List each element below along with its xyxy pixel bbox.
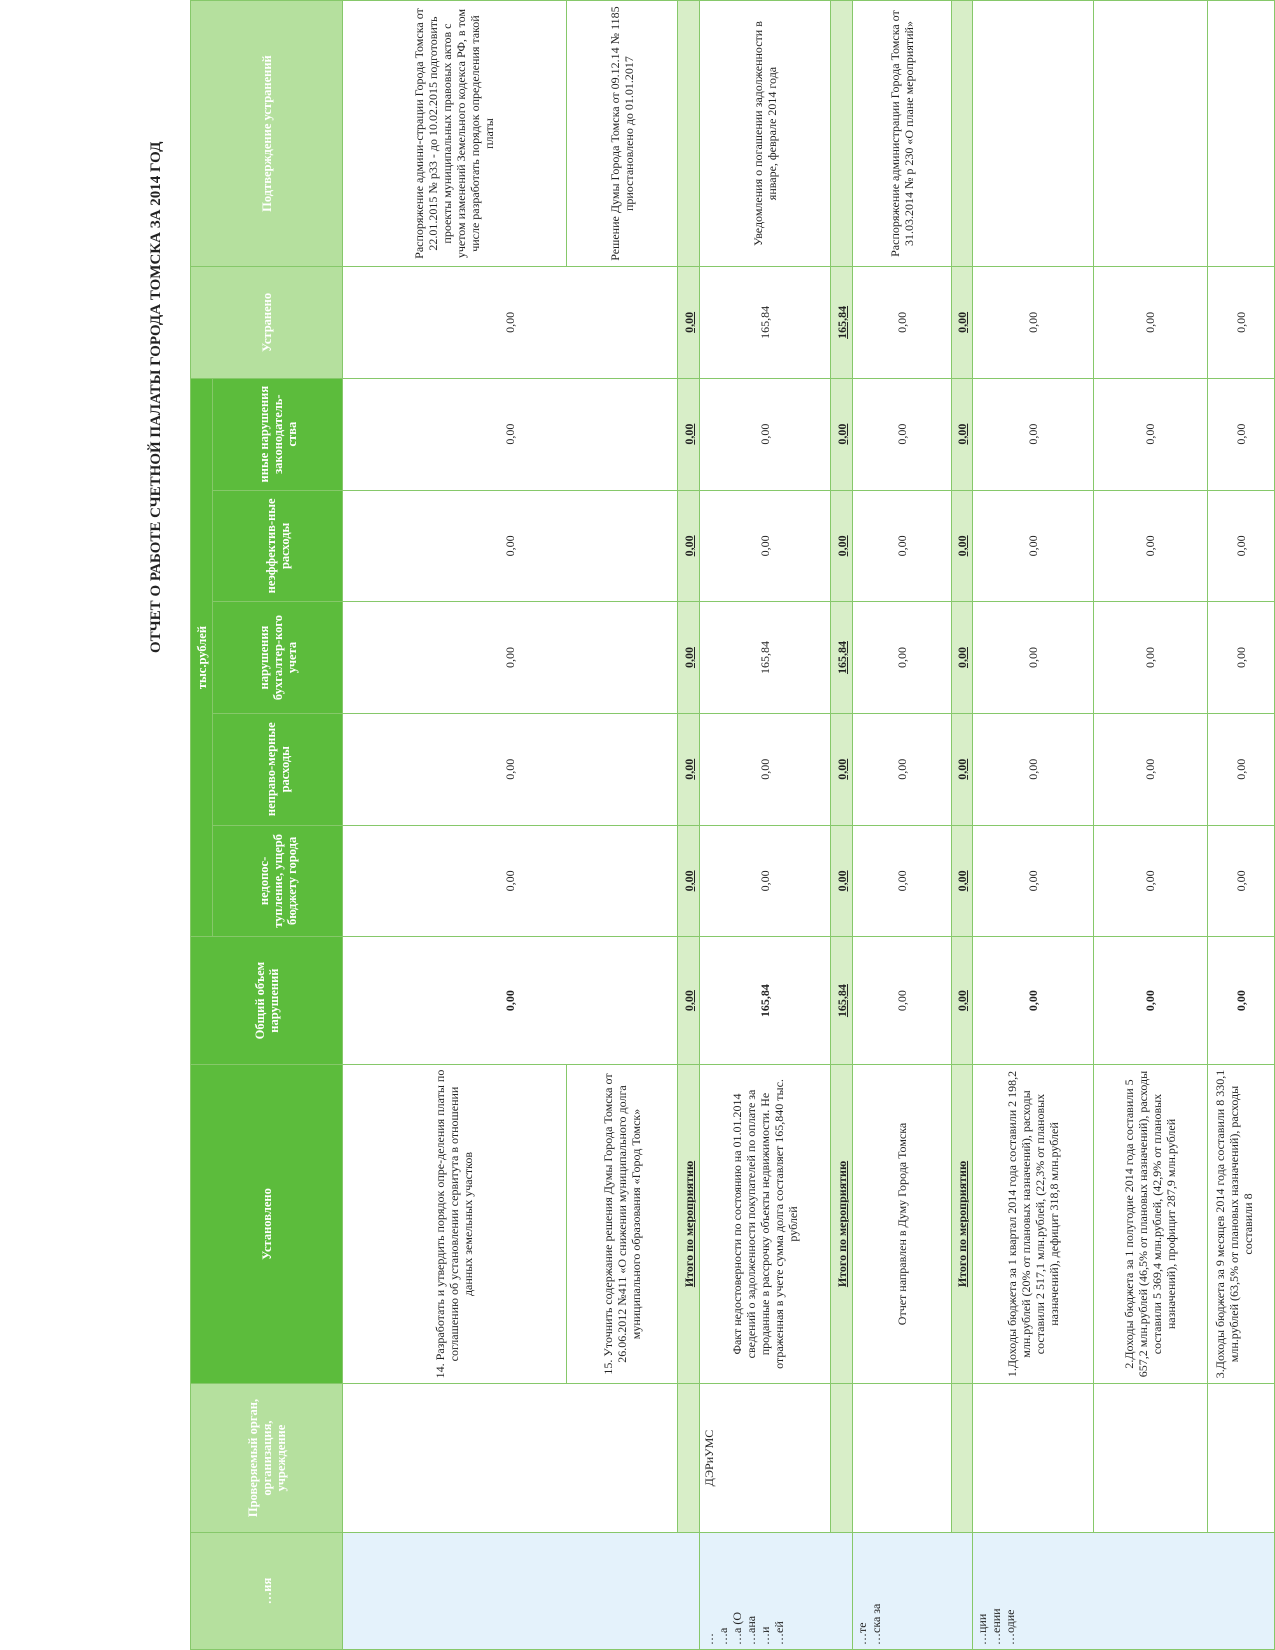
accounting-cell: 0,00 xyxy=(1093,602,1208,714)
table-row xyxy=(973,1,1093,1650)
improper-cell: 0,00 xyxy=(700,713,831,825)
other-cell: 0,00 xyxy=(1093,378,1208,490)
established-cell: 2.Доходы бюджета за 1 полугодие 2014 года составили 5 657,2 млн.рублей (46,5% от плановых назначений), расходы составили 5 369,4 млн.рублей, (42,9% от плановых назначений), профицит 287,9 млн.рублей xyxy=(1093,1064,1208,1383)
other-cell: 0,00 xyxy=(853,378,951,490)
confirm-cell: Уведомления о погашении задолженности в январе, феврале 2014 года xyxy=(700,1,831,267)
org-cell xyxy=(1208,1384,1275,1533)
header-established: Установлено xyxy=(191,1064,343,1383)
improper-cell: 0,00 xyxy=(951,713,973,825)
accounting-cell: 0,00 xyxy=(343,602,678,714)
org-cell: ДЭРиУМС xyxy=(700,1384,831,1533)
fixed-cell: 165,84 xyxy=(700,267,831,379)
underpay-cell: 0,00 xyxy=(343,825,678,937)
other-cell: 0,00 xyxy=(951,378,973,490)
header-confirm: Подтверждение устранений xyxy=(191,1,343,267)
org-cell xyxy=(951,1384,973,1533)
underpay-cell: 0,00 xyxy=(700,825,831,937)
ineffective-cell: 0,00 xyxy=(343,490,678,602)
header-ineffective: неэффектив-ные расходы xyxy=(213,490,343,602)
report-table xyxy=(190,0,1275,1650)
org-cell xyxy=(831,1384,853,1533)
accounting-cell: 165,84 xyxy=(700,602,831,714)
confirm-cell xyxy=(1093,1,1208,267)
improper-cell: 0,00 xyxy=(831,713,853,825)
total-label: Итого по мероприятию xyxy=(831,1064,853,1383)
established-cell: Факт недостоверности по состоянию на 01.01.2014 сведений о задолженности покупателей по оплате за проданные в рассрочку объекты недвижимости. Не отраженная в учете сумма долга составляет 165,840 тыс. рублей xyxy=(700,1064,831,1383)
section-cell: …те …ска за xyxy=(853,1532,973,1649)
total-cell: 0,00 xyxy=(343,937,678,1065)
org-cell xyxy=(973,1384,1093,1533)
accounting-cell: 0,00 xyxy=(853,602,951,714)
total-label: Итого по мероприятию xyxy=(678,1064,700,1383)
fixed-cell: 165,84 xyxy=(831,267,853,379)
improper-cell: 0,00 xyxy=(343,713,678,825)
underpay-cell: 0,00 xyxy=(951,825,973,937)
total-cell: 165,84 xyxy=(831,937,853,1065)
total-row xyxy=(678,1,700,1650)
improper-cell: 0,00 xyxy=(1093,713,1208,825)
org-cell xyxy=(1093,1384,1208,1533)
table-row xyxy=(1208,1,1275,1650)
org-cell xyxy=(853,1384,951,1533)
total-cell: 0,00 xyxy=(973,937,1093,1065)
other-cell: 0,00 xyxy=(700,378,831,490)
fixed-cell: 0,00 xyxy=(1208,267,1275,379)
header-total: Общий объем нарушений xyxy=(191,937,343,1065)
header-thousand-rubles: тыс.рублей xyxy=(191,378,213,937)
established-cell: Отчет направлен в Думу Города Томска xyxy=(853,1064,951,1383)
org-cell xyxy=(343,1384,678,1533)
confirm-cell xyxy=(951,1,973,267)
header-underpay: недопос-тупление, ущерб бюджету города xyxy=(213,825,343,937)
underpay-cell: 0,00 xyxy=(831,825,853,937)
fixed-cell: 0,00 xyxy=(678,267,700,379)
header-improper: неправо-мерные расходы xyxy=(213,713,343,825)
underpay-cell: 0,00 xyxy=(678,825,700,937)
ineffective-cell: 0,00 xyxy=(1208,490,1275,602)
accounting-cell: 0,00 xyxy=(973,602,1093,714)
confirm-cell: Решение Думы Города Томска от 09.12.14 № 1185 приостановлено до 01.01.2017 xyxy=(566,1,677,267)
total-cell: 165,84 xyxy=(700,937,831,1065)
section-cell: … …а …а (О …ана …и …ей xyxy=(700,1532,853,1649)
accounting-cell: 0,00 xyxy=(1208,602,1275,714)
other-cell: 0,00 xyxy=(678,378,700,490)
accounting-cell: 0,00 xyxy=(678,602,700,714)
ineffective-cell: 0,00 xyxy=(951,490,973,602)
fixed-cell: 0,00 xyxy=(853,267,951,379)
accounting-cell: 165,84 xyxy=(831,602,853,714)
established-cell: 1.Доходы бюджета за 1 квартал 2014 года составили 2 198,2 млн.рублей (20% от плановых назначений), расходы составили 2 517,1 млн.рублей, (22,3% от плановых назначений), дефицит 318,8 млн.рублей xyxy=(973,1064,1093,1383)
ineffective-cell: 0,00 xyxy=(1093,490,1208,602)
total-cell: 0,00 xyxy=(1093,937,1208,1065)
other-cell: 0,00 xyxy=(831,378,853,490)
total-row xyxy=(951,1,973,1650)
underpay-cell: 0,00 xyxy=(853,825,951,937)
accounting-cell: 0,00 xyxy=(951,602,973,714)
improper-cell: 0,00 xyxy=(1208,713,1275,825)
confirm-cell xyxy=(1208,1,1275,267)
confirm-cell xyxy=(831,1,853,267)
table-row xyxy=(700,1,831,1650)
total-cell: 0,00 xyxy=(678,937,700,1065)
ineffective-cell: 0,00 xyxy=(831,490,853,602)
header-accounting: нарушения бухгалтер-кого учета xyxy=(213,602,343,714)
total-row xyxy=(831,1,853,1650)
table-row xyxy=(853,1,951,1650)
fixed-cell: 0,00 xyxy=(343,267,678,379)
report-title: ОТЧЕТ О РАБОТЕ СЧЕТНОЙ ПАЛАТЫ ГОРОДА ТОМСКА ЗА 2014 ГОД xyxy=(148,141,164,653)
fixed-cell: 0,00 xyxy=(951,267,973,379)
established-text: 3.Доходы бюджета за 9 месяцев 2014 года составили 8 330,1 млн.рублей (63,5% от плановых назначений), расходы составили 8 xyxy=(1213,1069,1256,1379)
table-row xyxy=(1093,1,1208,1650)
other-cell: 0,00 xyxy=(343,378,678,490)
established-cell: 15. Уточнить содержание решения Думы Города Томска от 26.06.2012 №411 «О снижении муниципального долга муниципального образования «Город Томск» xyxy=(566,1064,677,1383)
total-cell: 0,00 xyxy=(853,937,951,1065)
fixed-cell: 0,00 xyxy=(1093,267,1208,379)
improper-cell: 0,00 xyxy=(853,713,951,825)
underpay-cell: 0,00 xyxy=(973,825,1093,937)
confirm-cell: Распоряжение администрации Города Томска от 31.03.2014 № р 230 «О плане мероприятий» xyxy=(853,1,951,267)
section-cell: …ции …ении …одие xyxy=(973,1532,1275,1649)
total-label: Итого по мероприятию xyxy=(951,1064,973,1383)
table-row xyxy=(343,1,567,1650)
other-cell: 0,00 xyxy=(973,378,1093,490)
header-fixed: Устранено xyxy=(191,267,343,379)
header-section: …ия xyxy=(191,1532,343,1649)
established-cell: 14. Разработать и утвердить порядок опре-деления платы по соглашению об установлении сервитута в отношении данных земельных участков xyxy=(343,1064,567,1383)
org-cell xyxy=(678,1384,700,1533)
ineffective-cell: 0,00 xyxy=(853,490,951,602)
underpay-cell: 0,00 xyxy=(1208,825,1275,937)
header-org: Проверяемый орган, организация, учреждение xyxy=(191,1384,343,1533)
improper-cell: 0,00 xyxy=(973,713,1093,825)
established-cell xyxy=(1208,1064,1275,1383)
improper-cell: 0,00 xyxy=(678,713,700,825)
ineffective-cell: 0,00 xyxy=(973,490,1093,602)
other-cell: 0,00 xyxy=(1208,378,1275,490)
total-cell: 0,00 xyxy=(951,937,973,1065)
header-other: иные нарушения законодатель-ства xyxy=(213,378,343,490)
fixed-cell: 0,00 xyxy=(973,267,1093,379)
underpay-cell: 0,00 xyxy=(1093,825,1208,937)
section-cell xyxy=(343,1532,700,1649)
confirm-cell: Распоряжение админи-страции Города Томска от 22.01.2015 № р33 - до 10.02.2015 подготовить проекты муниципальных правовых актов с учетом изменений Земельного кодекса РФ, в том числе разработать порядок определения такой платы xyxy=(343,1,567,267)
confirm-cell xyxy=(678,1,700,267)
ineffective-cell: 0,00 xyxy=(700,490,831,602)
confirm-cell xyxy=(973,1,1093,267)
ineffective-cell: 0,00 xyxy=(678,490,700,602)
total-cell: 0,00 xyxy=(1208,937,1275,1065)
